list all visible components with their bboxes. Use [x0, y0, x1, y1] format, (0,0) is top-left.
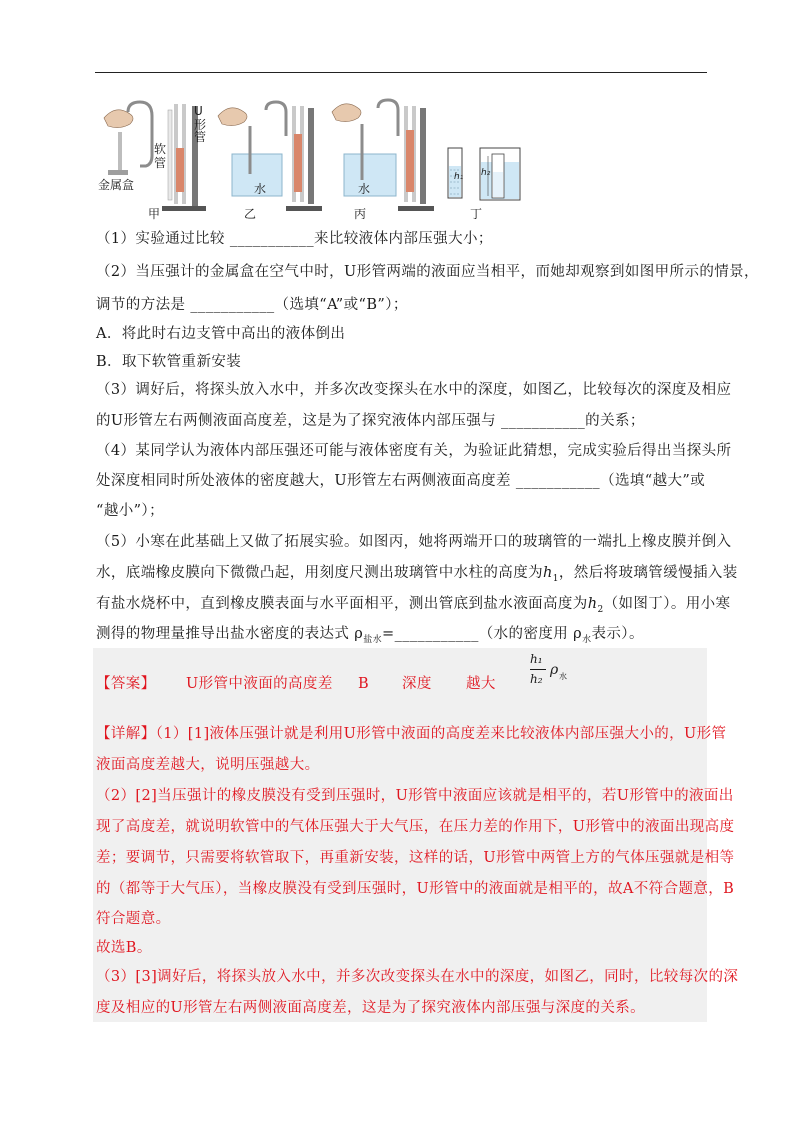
q5-line3-var: h [587, 596, 598, 612]
fraction-denominator: h₂ [530, 672, 543, 686]
q5-line4-a: 测得的物理量推导出盐水密度的表达式 ρ [96, 626, 364, 642]
explanation-line-8: 故选B。 [96, 940, 152, 956]
soft-tube-label-ruan: 软 [154, 142, 167, 156]
question-3-line-1: （3）调好后，将探头放入水中，并多次改变探头在水中的深度，如图乙，比较每次的深度及相应 [96, 382, 732, 398]
q5-line2-a: 水，底端橡皮膜向下微微凸起，用刻度尺测出玻璃管中水柱的高度为 [96, 565, 543, 581]
explanation-line-6: 的（都等于大气压），当橡皮膜没有受到压强时，U形管中的液面就是相平的，故A不符合题意，B [96, 881, 735, 897]
q5-line4-sub1: 盐水 [363, 634, 383, 645]
caption-bing: 丙 [354, 207, 367, 221]
caption-ding: 丁 [470, 207, 483, 221]
soft-tube-label-guan: 管 [154, 156, 167, 170]
fraction-rho: ρ [550, 662, 559, 678]
option-a: A．将此时右边支管中高出的液体倒出 [96, 326, 346, 342]
u-tube-label-xing: 形 [194, 118, 207, 132]
explanation-line-1 [96, 720, 726, 749]
question-4-line-1: （4）某同学认为液体内部压强还可能与液体密度有关，为验证此猜想，完成实验后得出当探头所 [96, 443, 732, 459]
h2-label: h₂ [481, 168, 491, 178]
question-2-line-2: 调节的方法是 ___________（选填“A”或“B”）； [96, 297, 408, 313]
q5-line2-var: h [543, 565, 553, 581]
q5-line3-b: （如图丁）。用小寒 [603, 596, 731, 612]
caption-yi: 乙 [244, 207, 257, 221]
explanation-line-5: 差；要调节，只需要将软管取下，再重新安装，这样的话，U形管中两管上方的气体压强就是相等 [96, 850, 735, 866]
header-rule [95, 72, 707, 73]
water-label-yi: 水 [254, 182, 267, 196]
fraction-bar [530, 669, 546, 670]
explanation-label: 【详解】 [96, 726, 156, 742]
fraction-rho-sub: 水 [559, 672, 567, 681]
h1-label: h₁ [454, 172, 464, 182]
question-4-line-2: 处深度相同时所处液体的密度越大，U形管左右两侧液面高度差 ___________（选填“越大”或 [96, 473, 706, 489]
answer-label: 【答案】 [96, 676, 156, 692]
explanation-line-2: 液面高度差越大，说明压强越大。 [96, 757, 320, 773]
q5-line4-b: =___________（水的密度用 ρ [382, 626, 583, 642]
answer-1: U形管中液面的高度差 [186, 676, 333, 692]
q5-line2-sub: 1 [552, 573, 559, 584]
q5-line4-sub2: 水 [582, 634, 592, 645]
explanation-text-1: （1）[1]液体压强计就是利用U形管中液面的高度差来比较液体内部压强大小的，U形管 [155, 726, 727, 742]
water-label-bing: 水 [358, 182, 371, 196]
q5-line3-a: 有盐水烧杯中，直到橡皮膜表面与水平面相平，测出管底到盐水液面高度为 [96, 596, 588, 612]
question-5-line-2 [96, 559, 738, 594]
answer-2: B [358, 676, 370, 692]
question-5-line-1: （5）小寒在此基础上又做了拓展实验。如图丙，她将两端开口的玻璃管的一端扎上橡皮膜并倒入 [96, 534, 732, 550]
answer-4: 越大 [466, 676, 496, 692]
fraction-numerator: h₁ [530, 652, 543, 666]
option-b: B．取下软管重新安装 [96, 354, 242, 370]
question-2-line-1: （2）当压强计的金属盒在空气中时，U形管两端的液面应当相平，而她却观察到如图甲所示的情景， [96, 264, 759, 280]
explanation-line-9: （3）[3]调好后，将探头放入水中，并多次改变探头在水中的深度，如图乙，同时，比较每次的深 [96, 969, 739, 985]
u-tube-label-guan: 管 [194, 130, 207, 144]
explanation-line-3: （2）[2]当压强计的橡皮膜没有受到压强时，U形管中液面应该就是相平的，若U形管中的液面出 [96, 788, 734, 804]
caption-jia: 甲 [148, 207, 161, 221]
q5-line3-sub: 2 [597, 604, 604, 615]
explanation-line-7: 符合题意。 [96, 911, 171, 927]
explanation-line-4: 现了高度差，就说明软管中的气体压强大于大气压，在压力差的作用下，U形管中的液面出现高度 [96, 819, 735, 835]
q5-line4-c: 表示）。 [591, 626, 644, 642]
apparatus-bing [332, 100, 434, 211]
answer-3: 深度 [402, 676, 432, 692]
question-1: （1）实验通过比较 ___________来比较液体内部压强大小； [96, 231, 493, 247]
experiment-figure [96, 96, 536, 222]
metal-box-label: 金属盒 [98, 178, 135, 192]
u-tube-label-u: U [194, 104, 203, 118]
question-3-line-2: 的U形管左右两侧液面高度差，这是为了探究液体内部压强与 ___________的关系； [96, 413, 645, 429]
explanation-line-10: 度及相应的U形管左右两侧液面高度差，这是为了探究液体内部压强与深度的关系。 [96, 1000, 646, 1016]
question-4-line-3: “越小”）； [96, 503, 164, 519]
q5-line2-b: ，然后将玻璃管缓慢插入装 [558, 565, 738, 581]
apparatus-yi [218, 102, 322, 211]
